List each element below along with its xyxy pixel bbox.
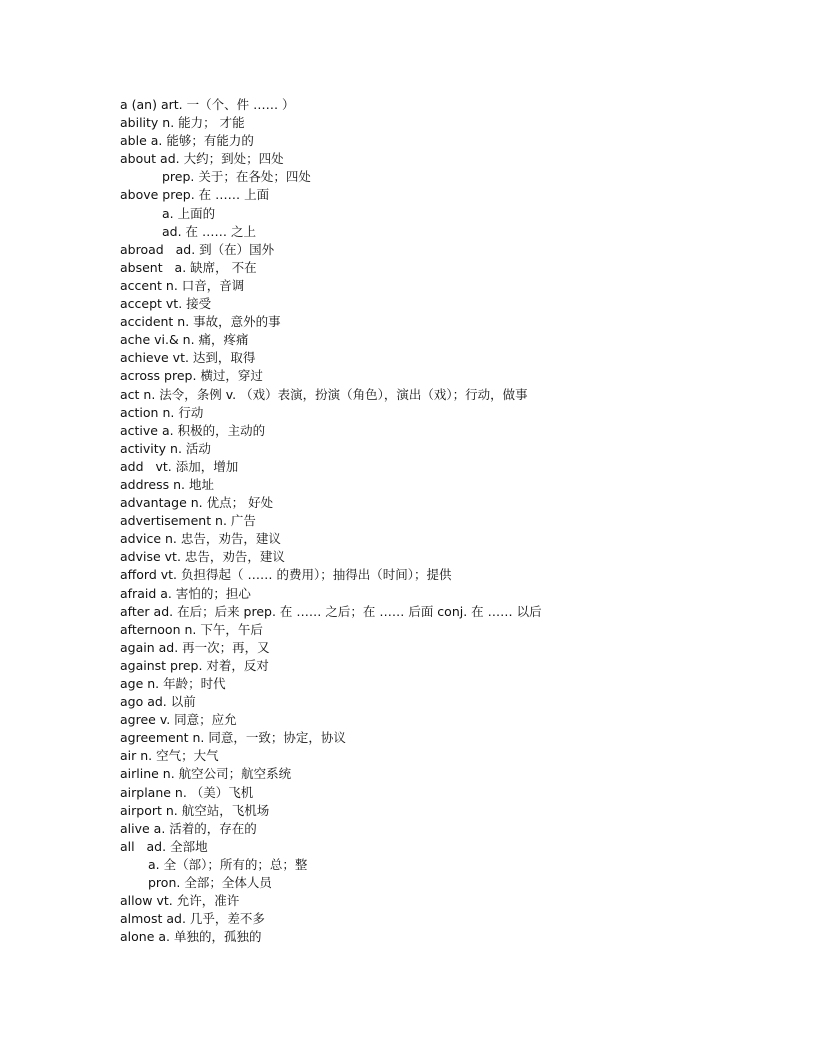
entry-line: allow vt. 允许，准许	[120, 893, 240, 909]
entry-line: advise vt. 忠告，劝告，建议	[120, 549, 285, 565]
entry-line: achieve vt. 达到，取得	[120, 350, 256, 366]
entry-line: action n. 行动	[120, 404, 204, 420]
entry-line: able a. 能够；有能力的	[120, 133, 254, 149]
entry-line: air n. 空气；大气	[120, 748, 219, 764]
entry-line: agree v. 同意；应允	[120, 712, 237, 728]
entry-line: afraid a. 害怕的；担心	[120, 585, 251, 601]
entry-line: again ad. 再一次；再，又	[120, 639, 270, 655]
sub-entry-line: prep. 关于；在各处；四处	[162, 169, 311, 185]
entry-line: act n. 法令，条例 v. （戏）表演，扮演（角色），演出（戏）；行动，做事	[120, 386, 528, 402]
entry-line: ability n. 能力； 才能	[120, 115, 245, 131]
entry-line: alone a. 单独的，孤独的	[120, 929, 262, 945]
entry-line: advantage n. 优点； 好处	[120, 495, 274, 511]
entry-line: afternoon n. 下午，午后	[120, 621, 263, 637]
entry-line: accept vt. 接受	[120, 296, 212, 312]
entry-line: above prep. 在 …… 上面	[120, 187, 270, 203]
entry-line: accident n. 事故，意外的事	[120, 314, 281, 330]
entry-line: active a. 积极的，主动的	[120, 422, 266, 438]
entry-line: abroad ad. 到（在）国外	[120, 241, 275, 257]
entry-line: absent a. 缺席， 不在	[120, 259, 257, 275]
entry-line: age n. 年龄；时代	[120, 676, 226, 691]
entry-line: almost ad. 几乎，差不多	[120, 911, 265, 927]
sub-entry-line: pron. 全部；全体人员	[148, 875, 272, 891]
entry-line: address n. 地址	[120, 476, 214, 492]
entry-line: airplane n. （美）飞机	[120, 784, 254, 800]
entry-line: activity n. 活动	[120, 440, 211, 456]
entry-line: add vt. 添加，增加	[120, 458, 239, 474]
vocabulary-list	[120, 96, 760, 946]
entry-line: a (an) art. 一（个、件 …… ）	[120, 97, 295, 112]
entry-line: airline n. 航空公司；航空系统	[120, 766, 292, 782]
entry-line: ago ad. 以前	[120, 694, 196, 710]
sub-entry-line: a. 上面的	[162, 205, 216, 221]
sub-entry-line: ad. 在 …… 之上	[162, 223, 256, 239]
entry-line: about ad. 大约；到处；四处	[120, 151, 284, 167]
sub-entry-line: a. 全（部）；所有的；总；整	[148, 856, 308, 872]
entry-line: advice n. 忠告，劝告，建议	[120, 531, 281, 547]
entry-line: advertisement n. 广告	[120, 513, 256, 529]
entry-line: ache vi.& n. 痛，疼痛	[120, 332, 249, 348]
entry-line: all ad. 全部地	[120, 838, 208, 854]
entry-line: afford vt. 负担得起（ …… 的费用）；抽得出（时间）；提供	[120, 567, 452, 583]
entry-line: airport n. 航空站，飞机场	[120, 802, 270, 818]
entry-line: across prep. 横过，穿过	[120, 368, 263, 384]
entry-line: alive a. 活着的，存在的	[120, 820, 257, 836]
entry-line: agreement n. 同意，一致；协定，协议	[120, 730, 346, 746]
entry-line: after ad. 在后；后来 prep. 在 …… 之后；在 …… 后面 conj. 在 …… 以后	[120, 603, 542, 619]
entry-line: against prep. 对着，反对	[120, 657, 269, 673]
entry-line: accent n. 口音，音调	[120, 277, 245, 293]
